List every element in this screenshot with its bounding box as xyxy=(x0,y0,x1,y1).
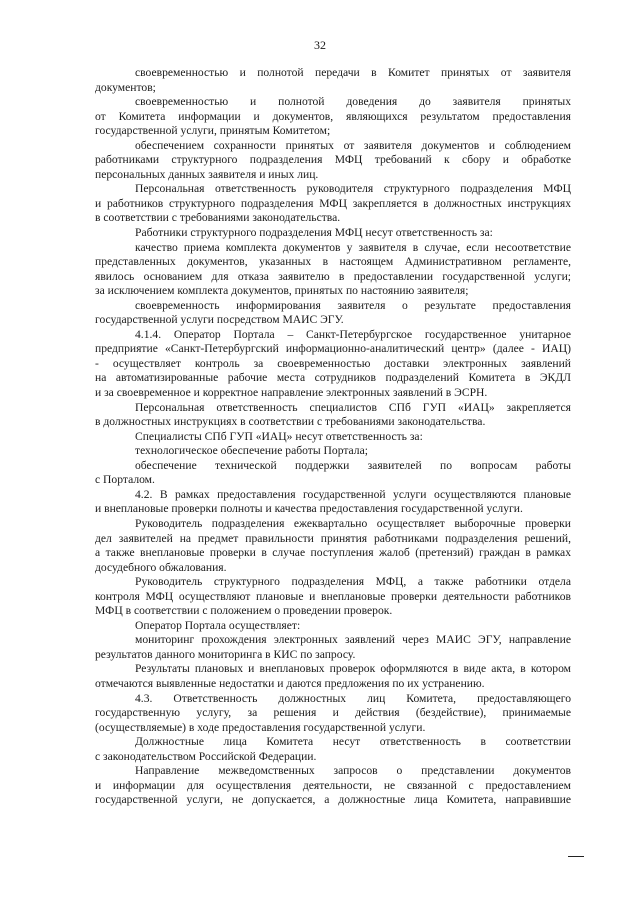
text-line: 4.2. В рамках предоставления государственной услуги осуществляются плановые xyxy=(135,487,571,501)
text-line: за исключением комплекта документов, принятых по настоянию заявителя; xyxy=(95,284,469,298)
footer-dash xyxy=(568,856,584,857)
text-line: своевременностью и полнотой передачи в Комитет принятых от заявителя xyxy=(135,66,571,79)
text-line: (осуществляемые) в ходе предоставления государственной услуги. xyxy=(95,720,426,734)
text-line: от Комитета информации и документов, являющихся результатом предоставления xyxy=(95,109,571,123)
text-line: МФЦ в соответствии с положением о проведении проверок. xyxy=(95,604,393,618)
text-line: предприятие «Санкт-Петербургский информационно-аналитический центр» (далее - ИАЦ) xyxy=(95,342,571,356)
text-line: государственной услуги, не допускается, а должностные лица Комитета, направившие xyxy=(95,793,571,807)
text-line: с законодательством Российской Федерации. xyxy=(95,749,317,763)
document-body xyxy=(95,66,571,808)
text-line: в должностных инструкциях в соответствии с требованиями законодательства. xyxy=(95,415,486,429)
text-line: своевременностью и полнотой доведения до заявителя принятых xyxy=(135,95,571,109)
text-line: государственной услуги посредством МАИС ЭГУ. xyxy=(95,313,344,327)
text-line: и внеплановые проверки полноты и качества предоставления государственной услуги. xyxy=(95,502,523,516)
text-line: отмечаются выявленные недостатки и даются предложения по их устранению. xyxy=(95,676,485,690)
text-line: технологическое обеспечение работы Портала; xyxy=(135,444,368,458)
text-line: и информации для осуществления деятельности, не связанной с предоставлением xyxy=(95,778,571,792)
text-line: - осуществляет контроль за своевременностью доставки электронных заявлений xyxy=(95,356,571,370)
text-line: обеспечение технической поддержки заявителей по вопросам работы xyxy=(135,458,571,472)
text-line: дел заявителей на предмет правильности принятия работниками подразделения решений, xyxy=(95,531,571,545)
text-line: 4.3. Ответственность должностных лиц Комитета, предоставляющего xyxy=(135,691,571,705)
text-line: 4.1.4. Оператор Портала – Санкт-Петербургское государственное унитарное xyxy=(135,327,571,341)
text-line: а также внеплановые проверки в случае поступления жалоб (претензий) граждан в рамках xyxy=(95,546,571,560)
text-line: в соответствии с требованиями законодательства. xyxy=(95,211,341,225)
text-line: контроля МФЦ осуществляют плановые и внеплановые проверки деятельности работников xyxy=(95,589,571,603)
text-line: Работники структурного подразделения МФЦ несут ответственность за: xyxy=(135,226,493,240)
text-line: мониторинг прохождения электронных заявлений через МАИС ЭГУ, направление xyxy=(135,633,571,647)
text-line: Руководитель структурного подразделения МФЦ, а также работники отдела xyxy=(135,575,571,589)
text-line: на автоматизированные рабочие места сотрудников подразделений Комитета в ЭКДЛ xyxy=(95,371,571,385)
text-line: Должностные лица Комитета несут ответственность в соответствии xyxy=(135,735,571,749)
text-line: обеспечением сохранности принятых от заявителя документов и соблюдением xyxy=(135,138,571,152)
text-line: досудебного обжалования. xyxy=(95,560,227,574)
text-line: Результаты плановых и внеплановых проверок оформляются в виде акта, в котором xyxy=(135,662,571,676)
text-line: работниками структурного подразделения МФЦ требований к сбору и обработке xyxy=(95,153,571,167)
text-line: Персональная ответственность специалистов СПб ГУП «ИАЦ» закрепляется xyxy=(135,400,571,414)
text-line: качество приема комплекта документов у заявителя в случае, если несоответствие xyxy=(135,240,571,254)
text-line: документов; xyxy=(95,80,156,94)
text-line: Специалисты СПб ГУП «ИАЦ» несут ответственность за: xyxy=(135,429,423,443)
text-line: Руководитель подразделения ежеквартально осуществляет выборочные проверки xyxy=(135,516,571,530)
text-line: своевременность информирования заявителя о результате предоставления xyxy=(135,298,571,312)
text-line: представленных документов, указанных в настоящем Административном регламенте, xyxy=(95,255,571,269)
text-line: Направление межведомственных запросов о представлении документов xyxy=(135,764,571,778)
text-line: с Порталом. xyxy=(95,473,155,487)
page-number: 32 xyxy=(314,38,326,52)
text-line: Персональная ответственность руководителя структурного подразделения МФЦ xyxy=(135,182,571,196)
text-line: и за своевременное и корректное направление электронных заявлений в ЭСРН. xyxy=(95,386,488,400)
text-line: государственную услугу, за решения и действия (бездействие), принимаемые xyxy=(95,706,571,720)
text-line: Оператор Портала осуществляет: xyxy=(135,618,301,632)
text-line: результатов данного мониторинга в КИС по запросу. xyxy=(95,647,356,661)
text-line: государственной услуги, принятым Комитетом; xyxy=(95,124,331,138)
text-line: явилось основанием для отказа заявителю в предоставлении государственной услуги; xyxy=(95,269,571,283)
text-line: и работников структурного подразделения МФЦ закрепляется в должностных инструкциях xyxy=(95,196,571,210)
text-line: персональных данных заявителя и иных лиц. xyxy=(95,167,319,181)
